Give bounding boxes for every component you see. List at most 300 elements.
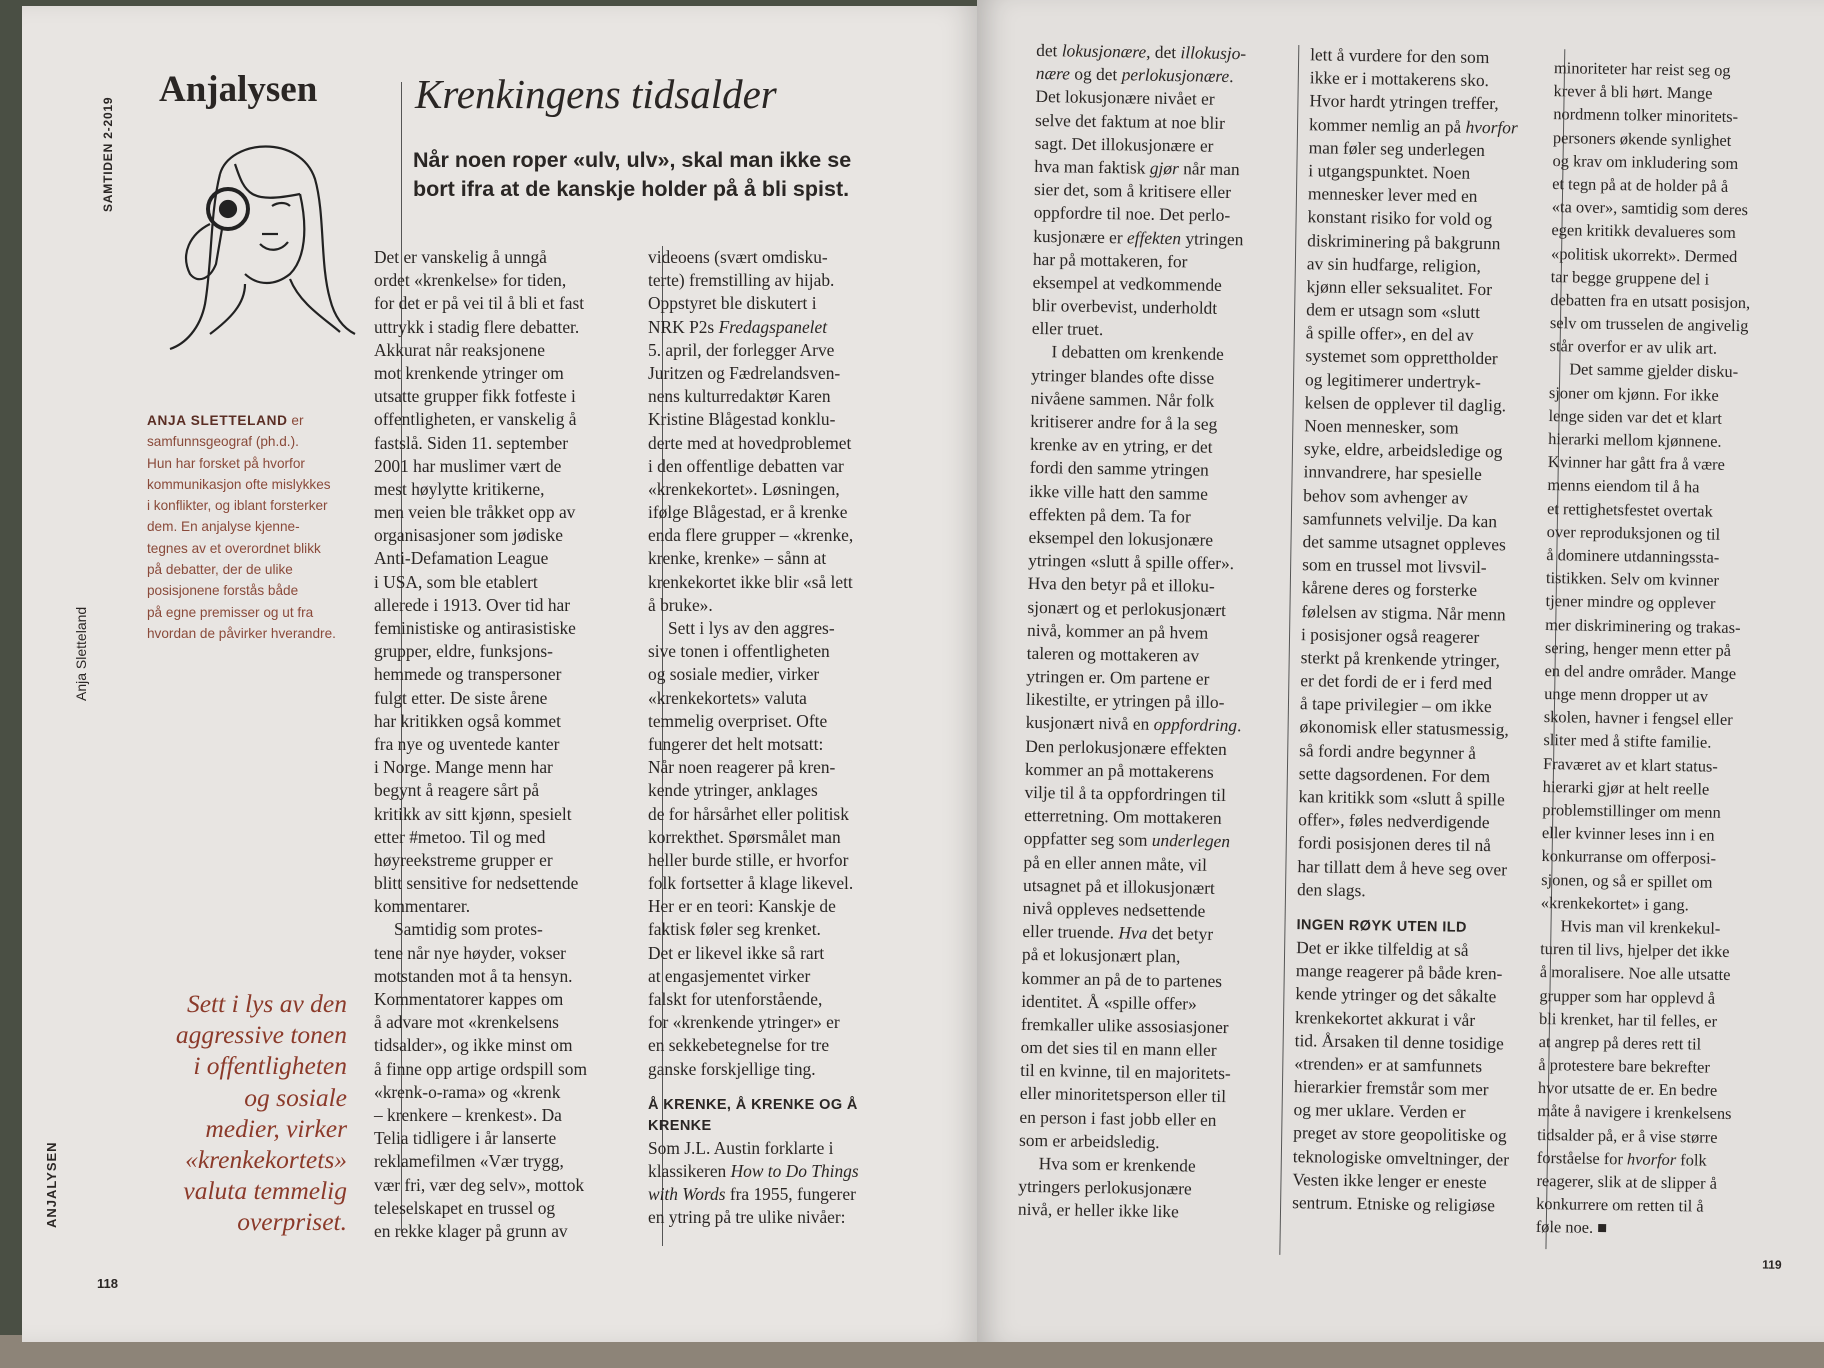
text-segment: kusjonært nivå en xyxy=(1025,712,1154,735)
text-line: hierarkier fremstår som mer xyxy=(1293,1076,1489,1100)
text-line: sentrum. Etniske og religiøse xyxy=(1292,1192,1496,1216)
text-line: begynt å reagere sårt på xyxy=(374,780,540,801)
text-line: kjønn eller seksualitet. For xyxy=(1306,276,1493,299)
pull-quote-line: og sosiale xyxy=(244,1082,347,1112)
text-line: hierarki mellom kjønnene. xyxy=(1548,429,1722,451)
text-line: lenge siden var det et klart xyxy=(1548,405,1723,428)
text-line: hvor utsatte de er. En bedre xyxy=(1537,1078,1718,1101)
text-line: nivå oppleves nedsettende xyxy=(1022,897,1206,921)
text-line: har på mottakeren, for xyxy=(1032,248,1188,272)
text-line: skolen, havner i fengsel eller xyxy=(1543,707,1733,730)
text-line: minoriteter har reist seg og xyxy=(1553,58,1731,80)
author-illustration xyxy=(150,134,360,359)
text-line: et rettighetsfestet overtak xyxy=(1546,498,1713,521)
bio-line: hvordan de påvirker hverandre. xyxy=(147,625,336,641)
page-number: 118 xyxy=(97,1276,118,1291)
article-column-2 xyxy=(648,246,859,1230)
bio-line: tegnes av et overordnet blikk xyxy=(147,540,321,556)
subtitle-line: bort ifra at de kanskje holder på å bli spist. xyxy=(413,177,850,201)
italic-text: gjør xyxy=(1149,157,1179,179)
text-line: ordet «krenkelse» for tiden, xyxy=(374,270,567,291)
text-line: følelsen av stigma. Når menn xyxy=(1301,600,1506,624)
text-line: krenke, krenke» – sånn at xyxy=(648,548,827,569)
text-line: sive tonen i offentligheten xyxy=(648,641,830,662)
text-line: problemstillinger om menn xyxy=(1542,799,1721,822)
text-line: tidsalder», og ikke minst om xyxy=(374,1035,573,1056)
text-line: en person i fast jobb eller en xyxy=(1019,1106,1217,1130)
paragraph xyxy=(1297,43,1527,904)
text-line: debatten fra en utsatt posisjon, xyxy=(1550,289,1751,313)
text-line: preget av store geopolitiske og xyxy=(1293,1122,1507,1146)
text-line: 5. april, der forlegger Arve xyxy=(648,339,835,360)
text-segment: . xyxy=(1229,66,1234,87)
text-line: «ta over», samtidig som deres xyxy=(1551,197,1749,220)
text-line: Noen mennesker, som xyxy=(1304,415,1459,438)
text-line: mennesker lever med en xyxy=(1307,183,1478,207)
text-line: bli krenket, har til felles, er xyxy=(1538,1008,1718,1031)
text-line: nivå, er heller ikke like xyxy=(1017,1199,1179,1222)
text-line: terte) fremstilling av hijab. xyxy=(648,270,835,291)
pull-quote-line: Sett i lys av den xyxy=(186,989,347,1018)
italic-text: oppfordring xyxy=(1153,714,1238,736)
text-line: blitt sensitive for nedsettende xyxy=(374,873,579,894)
text-segment: hva man faktisk xyxy=(1034,155,1150,178)
text-line: man føler seg underlegen xyxy=(1308,136,1486,160)
italic-text: underlegen xyxy=(1151,830,1231,852)
text-line: økonomisk eller statusmessig, xyxy=(1299,716,1509,740)
text-line: dem er utsagn som «slutt xyxy=(1306,299,1481,323)
text-line: hierarki gjør at helt reelle xyxy=(1542,776,1710,799)
text-line: av sin hudfarge, religion, xyxy=(1306,252,1482,276)
text-line: en sekkebetegnelse for tre xyxy=(648,1035,830,1056)
text-line: kelsen de opplever til daglig. xyxy=(1304,392,1507,416)
article-column-1 xyxy=(374,246,587,1243)
text-line: uttrykk i stadig flere debatter. xyxy=(374,316,580,337)
italic-text: with Words xyxy=(648,1184,726,1205)
text-line: etterretning. Om mottakeren xyxy=(1024,805,1222,829)
italic-text: hvorfor xyxy=(1465,116,1518,138)
text-segment: NRK P2s xyxy=(648,316,719,337)
text-line: sering, henger menn etter på xyxy=(1544,637,1732,660)
text-line: derte med at hovedproblemet xyxy=(648,432,852,453)
text-segment: det betyr xyxy=(1147,922,1214,944)
text-line: nivåene sammen. Når folk xyxy=(1030,387,1215,411)
pull-quote-line: overpriset. xyxy=(237,1207,347,1237)
text-line: Vesten ikke lenger er eneste xyxy=(1292,1168,1487,1192)
text-line: å dominere utdanningssta- xyxy=(1546,544,1720,567)
text-line: enda flere grupper – «krenke, xyxy=(648,525,854,546)
text-line: på et lokusjonært plan, xyxy=(1021,944,1181,967)
text-segment: , det xyxy=(1146,41,1181,63)
text-line: kritiserer andre for å la seg xyxy=(1030,410,1218,434)
text-line: Kvinner har gått fra å være xyxy=(1547,452,1725,474)
text-line: er det fordi de er i ferd med xyxy=(1300,670,1493,694)
text-line: til en kvinne, til en majoritets- xyxy=(1020,1060,1231,1084)
text-line: at engasjementet virker xyxy=(648,965,811,986)
text-line: i posisjoner også reagerer xyxy=(1300,623,1480,647)
text-line: fulgt etter. De siste årene xyxy=(374,687,548,708)
text-line: turen til livs, hjelper det ikke xyxy=(1540,939,1730,962)
text-line: motstanden mot å ta hensyn. xyxy=(374,965,573,986)
text-line xyxy=(1036,62,1252,89)
text-line: å bruke». xyxy=(648,594,713,615)
text-line: offer», føles nedverdigende xyxy=(1298,809,1490,833)
text-line: Det samme gjelder disku- xyxy=(1569,359,1739,382)
text-line: organisasjoner som jødiske xyxy=(374,525,564,546)
text-line: teknologiske omveltninger, der xyxy=(1292,1145,1510,1170)
text-line xyxy=(648,316,859,339)
text-line: kende ytringer og det såkalte xyxy=(1295,983,1497,1007)
italic-text: nære xyxy=(1035,63,1071,84)
text-line: Det er vanskelig å unngå xyxy=(374,247,547,267)
text-line xyxy=(1309,113,1525,140)
text-line: som en trussel mot livsvil- xyxy=(1302,554,1487,578)
text-line: ytringen «slutt å spille offer». xyxy=(1028,549,1235,574)
text-line: feministiske og antirasistiske xyxy=(374,618,576,638)
text-line: nens kulturredaktør Karen xyxy=(648,386,831,407)
text-segment: forståelse for xyxy=(1536,1147,1628,1169)
text-line: har kritikken også kommet xyxy=(374,710,561,731)
text-line: eksempel den lokusjonære xyxy=(1028,526,1214,550)
text-line: eller truet. xyxy=(1031,318,1104,340)
text-line: de for hårsårhet eller politisk xyxy=(648,803,849,824)
article-column-5 xyxy=(1536,57,1754,1243)
text-line: kårene deres og forsterke xyxy=(1301,577,1478,601)
italic-text: effekten xyxy=(1126,226,1182,248)
text-line xyxy=(1024,827,1240,854)
text-segment: oppfatter seg som xyxy=(1023,828,1152,851)
text-line: sterkt på krenkende ytringer, xyxy=(1300,647,1501,671)
text-line: sjoner om kjønn. For ikke xyxy=(1548,382,1719,405)
text-line: det samme utsagnet oppleves xyxy=(1302,531,1507,555)
text-line: konstant risiko for vold og xyxy=(1307,206,1493,230)
text-line: Det lokusjonære nivået er xyxy=(1035,86,1215,110)
text-line: tid. Årsaken til denne tosidige xyxy=(1294,1029,1504,1054)
text-line: sagt. Det illokusjonære er xyxy=(1034,132,1214,156)
text-line: kan kritikk som «slutt å spille xyxy=(1298,786,1505,810)
text-line: taleren og mottakeren av xyxy=(1026,642,1200,666)
bio-line: kommunikasjon ofte mislykkes xyxy=(147,476,331,492)
paragraph xyxy=(648,617,859,1081)
article-column-3 xyxy=(1018,39,1252,1225)
text-line: eller kvinner leses inn i en xyxy=(1541,823,1715,845)
author-name: ANJA SLETTELAND xyxy=(147,413,288,428)
text-line xyxy=(1022,920,1238,947)
text-line: eller minoritetsperson eller til xyxy=(1019,1083,1227,1107)
text-segment: klassikeren xyxy=(648,1160,731,1181)
text-line: så fordi andre begynner å xyxy=(1299,739,1477,763)
text-line: ikke ville hatt den samme xyxy=(1029,480,1209,504)
text-line: Når noen reagerer på kren- xyxy=(648,757,836,778)
text-line: «krenkekortet» i gang. xyxy=(1540,892,1689,915)
text-line: konkurrere om retten til å xyxy=(1536,1194,1704,1216)
text-line: Juritzen og Fædrelandsven- xyxy=(648,362,841,383)
text-line: vær fri, vær deg selv», mottok xyxy=(374,1174,585,1195)
text-line: Det er ikke tilfeldig at så xyxy=(1296,937,1469,960)
text-line xyxy=(648,1160,859,1183)
text-line: sier det, som å kritisere eller xyxy=(1033,179,1232,203)
text-line: I debatten om krenkende xyxy=(1051,341,1225,365)
text-line: mest høylytte kritikerne, xyxy=(374,478,545,499)
text-line: Som J.L. Austin forklarte i xyxy=(648,1137,834,1158)
text-line: Her er en teori: Kanskje de xyxy=(648,896,836,917)
text-line: på en eller annen måte, vil xyxy=(1023,851,1208,875)
article-title: Krenkingens tidsalder xyxy=(415,71,777,117)
text-line: ytringer blandes ofte disse xyxy=(1030,364,1215,388)
text-line: Kristine Blågestad konklu- xyxy=(648,409,836,430)
text-line: syke, eldre, arbeidsledige og xyxy=(1303,438,1503,462)
text-line: Hvis man vil krenkekul- xyxy=(1560,916,1721,938)
running-head: SAMTIDEN 2-2019 xyxy=(101,96,115,212)
text-line: å protestere bare bekrefter xyxy=(1538,1055,1711,1077)
text-line: fordi den samme ytringen xyxy=(1029,457,1209,481)
text-line: å tape privilegier – om ikke xyxy=(1299,693,1492,717)
pull-quote-line: «krenkekortets» xyxy=(185,1145,347,1175)
text-line: krenkekortet ikke blir «så lett xyxy=(648,571,853,592)
text-line: og mer uklare. Verden er xyxy=(1293,1099,1466,1123)
text-line: unge menn dropper ut av xyxy=(1544,684,1709,706)
text-line xyxy=(1033,224,1249,251)
text-line: temmelig overpriset. Ofte xyxy=(648,710,828,731)
italic-text: Fredagspanelet xyxy=(718,316,828,337)
italic-text: hvorfor xyxy=(1626,1149,1677,1169)
text-segment: eller truende. xyxy=(1022,920,1119,943)
text-line: Det er likevel ikke så rart xyxy=(648,942,825,963)
bio-line: på debatter, der de ulike xyxy=(147,562,293,578)
text-line: fungerer det helt motsatt: xyxy=(648,733,824,754)
text-line: Akkurat når reaksjonene xyxy=(374,339,545,360)
text-line xyxy=(1036,39,1252,66)
text-line: kritikk av sitt kjønn, spesielt xyxy=(374,803,572,824)
text-line: behov som avhenger av xyxy=(1303,484,1469,508)
bio-line: dem. En anjalyse kjenne- xyxy=(147,519,300,535)
pull-quote-line: i offentligheten xyxy=(193,1051,347,1081)
text-line: i utgangspunktet. Noen xyxy=(1308,160,1471,183)
bio-line: samfunnsgeograf (ph.d.). xyxy=(147,434,299,450)
text-line: sjonen, og så er spillet om xyxy=(1541,869,1713,892)
italic-text: illokusjo- xyxy=(1180,42,1247,64)
text-line: «trenden» er at samfunnets xyxy=(1294,1052,1483,1076)
text-line: høyreekstreme grupper er xyxy=(374,849,553,870)
text-line: personers økende synlighet xyxy=(1552,127,1732,150)
text-line: tistikken. Selv om kvinner xyxy=(1545,568,1720,590)
text-line: «krenk-o-rama» og «krenk xyxy=(374,1081,561,1102)
subtitle-line: Når noen roper «ulv, ulv», skal man ikke se xyxy=(413,148,852,172)
text-line: en rekke klager på grunn av xyxy=(374,1220,568,1241)
heading-line: INGEN RØYK UTEN ILD xyxy=(1296,917,1467,936)
text-line: å finne opp artige ordspill som xyxy=(374,1058,587,1079)
text-line: effekten på dem. Ta for xyxy=(1028,503,1191,527)
heading-line: KRENKE xyxy=(648,1117,712,1134)
text-line: å spille offer», en del av xyxy=(1305,322,1474,346)
text-line: fra nye og uventede kanter xyxy=(374,733,560,754)
text-line: faktisk føler seg krenket. xyxy=(648,919,821,940)
text-line: egen kritikk devalueres som xyxy=(1551,220,1736,243)
paragraph xyxy=(1541,358,1750,918)
text-line: kommentarer. xyxy=(374,896,471,917)
text-segment: kommer nemlig an på xyxy=(1308,113,1466,137)
heading-line: Å KRENKE, Å KRENKE OG Å xyxy=(648,1096,858,1113)
text-line: reklamefilmen «Vær trygg, xyxy=(374,1151,564,1172)
text-segment: når man xyxy=(1178,158,1240,180)
paragraph xyxy=(1292,936,1513,1218)
text-line: 2001 har muslimer vært de xyxy=(374,455,562,476)
text-line: etter #metoo. Til og med xyxy=(374,826,546,847)
text-line: konkurranse om offerposi- xyxy=(1541,846,1717,869)
text-line: en del andre områder. Mange xyxy=(1544,660,1737,683)
text-line: tar begge gruppene del i xyxy=(1550,266,1710,289)
text-line: om det sies til en mann eller xyxy=(1020,1036,1217,1060)
bio-line: i konflikter, og iblant forsterker xyxy=(147,498,328,514)
text-line: Sett i lys av den aggres- xyxy=(668,618,835,638)
text-line xyxy=(1025,711,1241,738)
text-line: samfunnets velvilje. Da kan xyxy=(1302,507,1498,531)
text-line: over reproduksjonen og til xyxy=(1546,521,1721,544)
text-line: Oppstyret ble diskutert i xyxy=(648,293,817,314)
italic-text: perlokusjonære xyxy=(1121,64,1230,87)
text-line: har tillatt dem å heve seg over xyxy=(1297,855,1508,879)
text-line: blir overbevist, underholdt xyxy=(1032,294,1218,318)
text-line: for «krenkende ytringer» er xyxy=(648,1012,840,1033)
text-line: krever å bli hørt. Mange xyxy=(1553,81,1713,103)
text-line: føle noe. ■ xyxy=(1535,1217,1608,1238)
section-heading xyxy=(648,1095,859,1137)
text-line: grupper som har opplevd å xyxy=(1539,985,1716,1008)
text-line: kende ytringer, anklages xyxy=(648,780,818,801)
paragraph xyxy=(1019,340,1248,1155)
paragraph xyxy=(1549,57,1754,362)
bio-text: er xyxy=(287,413,304,428)
text-line: «politisk ukorrekt». Dermed xyxy=(1550,243,1738,266)
text-line: systemet som opprettholder xyxy=(1305,345,1498,369)
text-line: Telia tidligere i år lanserte xyxy=(374,1128,557,1149)
pull-quote-line: medier, virker xyxy=(205,1113,347,1143)
text-line: sette dagsordenen. For dem xyxy=(1298,762,1491,786)
paragraph xyxy=(1032,39,1253,344)
text-line: i Norge. Mange menn har xyxy=(374,757,553,778)
text-line: videoens (svært omdisku- xyxy=(648,247,828,267)
paragraph xyxy=(1536,915,1741,1243)
pull-quote-line: aggressive tonen xyxy=(175,1020,347,1050)
text-line: kommer an på de to partenes xyxy=(1021,967,1223,991)
text-line: vilje til å ta oppfordringen til xyxy=(1024,781,1227,806)
text-line: Hva den betyr på et illoku- xyxy=(1027,573,1215,597)
text-line: for det er på vei til å bli et fast xyxy=(374,293,585,314)
section-title: Anjalysen xyxy=(159,69,318,110)
text-line: nivå, kommer an på hvem xyxy=(1026,619,1209,643)
text-line: men veien ble tråkket opp av xyxy=(374,502,576,523)
text-line: en ytring på tre ulike nivåer: xyxy=(648,1207,846,1228)
text-line: offentligheten, er vanskelig å xyxy=(374,409,577,430)
text-line: allerede i 1913. Over tid har xyxy=(374,594,571,615)
text-line: «krenkekortet». Løsningen, xyxy=(648,478,840,499)
text-line: identitet. Å «spille offer» xyxy=(1021,990,1197,1014)
text-line: diskriminering på bakgrunn xyxy=(1307,229,1501,253)
text-line: Hvor hardt ytringen treffer, xyxy=(1309,90,1499,114)
text-line: i USA, som ble etablert xyxy=(374,571,538,592)
italic-text: How to Do Things xyxy=(730,1160,859,1181)
text-line: står overfor er av ulik art. xyxy=(1549,336,1718,358)
text-segment: ytringen xyxy=(1180,227,1244,249)
left-page xyxy=(22,6,977,1342)
text-line: utsagnet på et illokusjonært xyxy=(1022,874,1216,898)
italic-text: lokusjonære xyxy=(1061,40,1147,62)
text-line: fastslå. Siden 11. september xyxy=(374,432,568,453)
pull-quote-line: valuta temmelig xyxy=(183,1176,347,1206)
text-line: mot krenkende ytringer om xyxy=(374,362,564,383)
text-line: å advare mot «krenkelsens xyxy=(374,1012,559,1033)
text-line: og sosiale medier, virker xyxy=(648,664,820,685)
text-line: – krenkere – krenkest». Da xyxy=(374,1104,562,1125)
text-segment: fra 1955, fungerer xyxy=(725,1184,856,1205)
text-segment: . xyxy=(1236,715,1242,736)
text-line: korrekthet. Spørsmålet man xyxy=(648,826,841,847)
text-line: Samtidig som protes- xyxy=(394,919,543,940)
text-line: oppfordre til noe. Det perlo- xyxy=(1033,202,1231,226)
text-line: selv om trusselen de angivelig xyxy=(1549,313,1749,336)
text-line: menns eiendom til å ha xyxy=(1547,475,1700,497)
text-line: «krenkekortets» valuta xyxy=(648,687,807,708)
text-line: Kommentatorer kappes om xyxy=(374,989,564,1009)
text-line: selve det faktum at noe blir xyxy=(1034,109,1226,133)
text-segment: folk xyxy=(1676,1149,1707,1170)
text-line xyxy=(648,1183,859,1206)
text-line: eksempel at vedkommende xyxy=(1032,271,1223,295)
text-segment: det xyxy=(1036,39,1062,61)
text-line: grupper, eldre, funksjons- xyxy=(374,641,553,662)
text-segment: kusjonære er xyxy=(1033,225,1128,247)
text-line: krenkekortet akkurat i vår xyxy=(1294,1006,1476,1030)
text-line: tidsalder på, er å vise større xyxy=(1537,1124,1718,1147)
page-number: 119 xyxy=(1762,1257,1782,1272)
text-line: hemmede og transpersoner xyxy=(374,664,562,685)
text-line: måte å navigere i krenkelsens xyxy=(1537,1101,1732,1124)
section-vertical: ANJALYSEN xyxy=(44,1141,59,1228)
article-column-4 xyxy=(1292,43,1527,1217)
text-line xyxy=(1034,155,1250,182)
text-line: nordmenn tolker minoritets- xyxy=(1553,104,1739,127)
bio-line: Hun har forsket på hvorfor xyxy=(147,455,305,471)
text-line: sjonært og et perlokusjonært xyxy=(1027,596,1227,620)
text-line: innvandrere, har spesielle xyxy=(1303,461,1482,485)
paragraph xyxy=(374,246,587,918)
text-line: krenke av en ytring, er det xyxy=(1029,434,1213,457)
text-line: kommer an på mottakerens xyxy=(1024,758,1214,782)
text-line xyxy=(1537,1147,1737,1173)
paragraph xyxy=(648,1137,859,1230)
text-line: ifølge Blågestad, er å krenke xyxy=(648,502,848,523)
text-line: ytringen er. Om partene er xyxy=(1026,665,1210,689)
article-subtitle xyxy=(413,146,851,204)
text-line: som er arbeidsledig. xyxy=(1018,1129,1160,1152)
text-line: Fraværet av et klart status- xyxy=(1542,753,1719,776)
text-line: den slags. xyxy=(1296,878,1366,900)
text-line: teleselskapet en trussel og xyxy=(374,1197,556,1218)
text-line: sliter med å stifte familie. xyxy=(1543,730,1712,753)
text-line: folk fortsetter å klage likevel. xyxy=(648,873,854,894)
text-line: Anti-Defamation League xyxy=(374,548,549,569)
text-line: Den perlokusjonære effekten xyxy=(1025,735,1227,759)
bio-line: på egne premisser og ut fra xyxy=(147,604,314,620)
author-bio xyxy=(147,410,336,644)
text-line: tjener mindre og opplever xyxy=(1545,591,1716,613)
text-line: et tegn på at de holder på å xyxy=(1552,173,1729,196)
paragraph xyxy=(1018,1152,1235,1225)
text-line: mer diskriminering og trakas- xyxy=(1545,614,1741,637)
right-page xyxy=(977,0,1824,1342)
text-line: fremkaller ulike assosiasjoner xyxy=(1020,1013,1229,1037)
author-vertical: Anja Sletteland xyxy=(73,606,89,701)
